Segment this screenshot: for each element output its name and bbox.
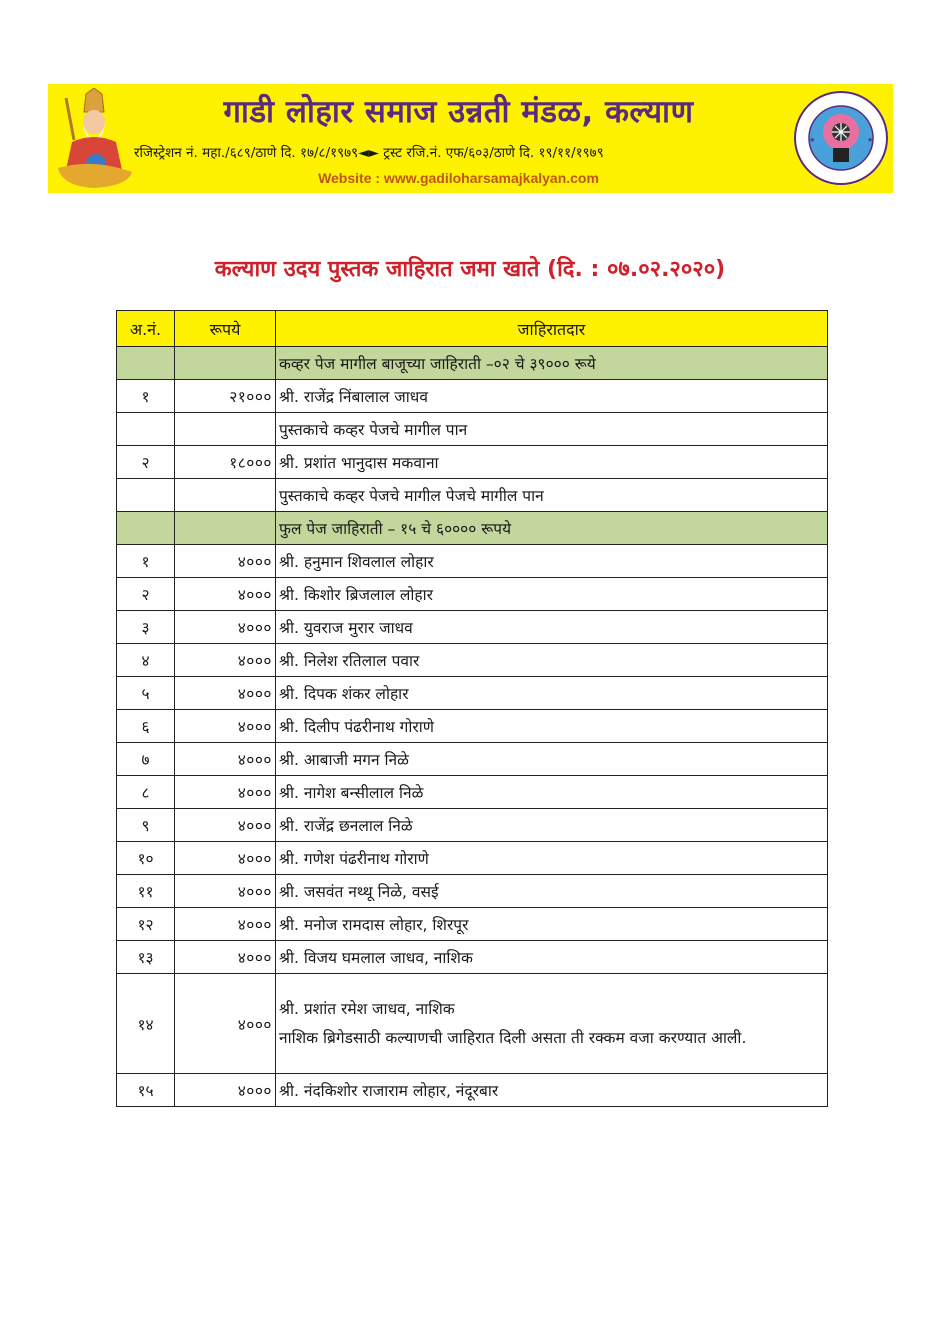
column-header-serial: अ.नं. <box>117 311 175 347</box>
advertiser-cell: श्री. निलेश रतिलाल पवार <box>276 644 828 677</box>
section-empty-cell <box>175 512 276 545</box>
table-row <box>117 1074 828 1107</box>
column-header-advertiser: जाहिरातदार <box>276 311 828 347</box>
amount-cell: ४००० <box>175 710 276 743</box>
table-row <box>117 446 828 479</box>
advertiser-cell: श्री. मनोज रामदास लोहार, शिरपूर <box>276 908 828 941</box>
table-row <box>117 413 828 446</box>
table-header-row <box>117 311 828 347</box>
serial-cell: १ <box>117 545 175 578</box>
serial-cell: १४ <box>117 974 175 1074</box>
table-row <box>117 908 828 941</box>
serial-cell: ४ <box>117 644 175 677</box>
amount-cell <box>175 479 276 512</box>
table-row <box>117 941 828 974</box>
serial-cell <box>117 413 175 446</box>
table-row <box>117 644 828 677</box>
section-heading: फुल पेज जाहिराती – १५ चे ६०००० रूपये <box>276 512 828 545</box>
table-row <box>117 842 828 875</box>
table-row <box>117 710 828 743</box>
section-empty-cell <box>117 512 175 545</box>
serial-cell: १५ <box>117 1074 175 1107</box>
amount-cell: ४००० <box>175 941 276 974</box>
amount-cell: ४००० <box>175 809 276 842</box>
advertiser-cell: श्री. गणेश पंढरीनाथ गोराणे <box>276 842 828 875</box>
amount-cell: ४००० <box>175 578 276 611</box>
amount-cell: ४००० <box>175 776 276 809</box>
amount-cell: ४००० <box>175 974 276 1074</box>
advertiser-cell: श्री. हनुमान शिवलाल लोहार <box>276 545 828 578</box>
amount-cell: २१००० <box>175 380 276 413</box>
table-row <box>117 611 828 644</box>
section-empty-cell <box>175 347 276 380</box>
serial-cell: २ <box>117 446 175 479</box>
advertiser-name: श्री. प्रशांत रमेश जाधव, नाशिक <box>279 1000 455 1019</box>
amount-cell: ४००० <box>175 545 276 578</box>
serial-cell: ९ <box>117 809 175 842</box>
advertiser-cell: श्री. राजेंद्र छनलाल निळे <box>276 809 828 842</box>
section-heading: कव्हर पेज मागील बाजूच्या जाहिराती –०२ चे ३९००० रूये <box>276 347 828 380</box>
amount-cell: ४००० <box>175 611 276 644</box>
amount-cell: १८००० <box>175 446 276 479</box>
amount-cell: ४००० <box>175 644 276 677</box>
table-row <box>117 974 828 1074</box>
svg-text:★: ★ <box>809 136 816 144</box>
letterhead-banner <box>48 84 893 193</box>
advertiser-cell: पुस्तकाचे कव्हर पेजचे मागील पान <box>276 413 828 446</box>
table-row <box>117 743 828 776</box>
column-header-amount: रूपये <box>175 311 276 347</box>
advertiser-cell <box>276 974 828 1074</box>
website-link[interactable]: Website : www.gadiloharsamajkalyan.com <box>318 170 599 186</box>
amount-cell: ४००० <box>175 677 276 710</box>
serial-cell: १० <box>117 842 175 875</box>
advertiser-cell: श्री. राजेंद्र निंबालाल जाधव <box>276 380 828 413</box>
serial-cell: १ <box>117 380 175 413</box>
amount-cell: ४००० <box>175 908 276 941</box>
serial-cell: २ <box>117 578 175 611</box>
advertiser-cell: श्री. विजय घमलाल जाधव, नाशिक <box>276 941 828 974</box>
amount-cell: ४००० <box>175 743 276 776</box>
organization-title: गाडी लोहार समाज उन्नती मंडळ, कल्याण <box>223 94 694 130</box>
amount-cell: ४००० <box>175 1074 276 1107</box>
table-row <box>117 380 828 413</box>
document-title: कल्याण उदय पुस्तक जाहिरात जमा खाते (दि. : ०७.०२.२०२०) <box>214 257 726 282</box>
advertiser-cell: श्री. युवराज मुरार जाधव <box>276 611 828 644</box>
table-row <box>117 479 828 512</box>
serial-cell: ७ <box>117 743 175 776</box>
advertiser-cell: श्री. नागेश बन्सीलाल निळे <box>276 776 828 809</box>
advertiser-cell: श्री. किशोर ब्रिजलाल लोहार <box>276 578 828 611</box>
advertiser-cell: श्री. आबाजी मगन निळे <box>276 743 828 776</box>
serial-cell: ६ <box>117 710 175 743</box>
advertiser-cell: श्री. दिपक शंकर लोहार <box>276 677 828 710</box>
table-row <box>117 809 828 842</box>
section-heading-row <box>117 347 828 380</box>
serial-cell: ३ <box>117 611 175 644</box>
svg-text:★: ★ <box>867 136 874 144</box>
table-row <box>117 677 828 710</box>
serial-cell: ८ <box>117 776 175 809</box>
registration-details: रजिस्ट्रेशन नं. महा./६८९/ठाणे दि. १७/८/१९७९◄► ट्रस्ट रजि.नं. एफ/६०३/ठाणे दि. १९/११/१९७९ <box>134 145 604 161</box>
table-row <box>117 578 828 611</box>
serial-cell: ११ <box>117 875 175 908</box>
advertiser-cell: श्री. जसवंत नथ्थू निळे, वसई <box>276 875 828 908</box>
serial-cell <box>117 479 175 512</box>
advertiser-cell: पुस्तकाचे कव्हर पेजचे मागील पेजचे मागील पान <box>276 479 828 512</box>
advertiser-cell: श्री. दिलीप पंढरीनाथ गोराणे <box>276 710 828 743</box>
advertiser-note: नाशिक ब्रिगेडसाठी कल्याणची जाहिरात दिली असता ती रक्कम वजा करण्यात आली. <box>279 1028 747 1047</box>
serial-cell: १२ <box>117 908 175 941</box>
advertisement-ledger-table <box>116 310 828 1107</box>
organization-seal-icon <box>793 88 889 188</box>
serial-cell: १३ <box>117 941 175 974</box>
advertiser-cell: श्री. प्रशांत भानुदास मकवाना <box>276 446 828 479</box>
table-row <box>117 875 828 908</box>
amount-cell <box>175 413 276 446</box>
serial-cell: ५ <box>117 677 175 710</box>
amount-cell: ४००० <box>175 842 276 875</box>
amount-cell: ४००० <box>175 875 276 908</box>
table-row <box>117 545 828 578</box>
vishwakarma-deity-icon <box>52 88 138 190</box>
table-row <box>117 776 828 809</box>
advertiser-cell: श्री. नंदकिशोर राजाराम लोहार, नंदूरबार <box>276 1074 828 1107</box>
section-heading-row <box>117 512 828 545</box>
section-empty-cell <box>117 347 175 380</box>
